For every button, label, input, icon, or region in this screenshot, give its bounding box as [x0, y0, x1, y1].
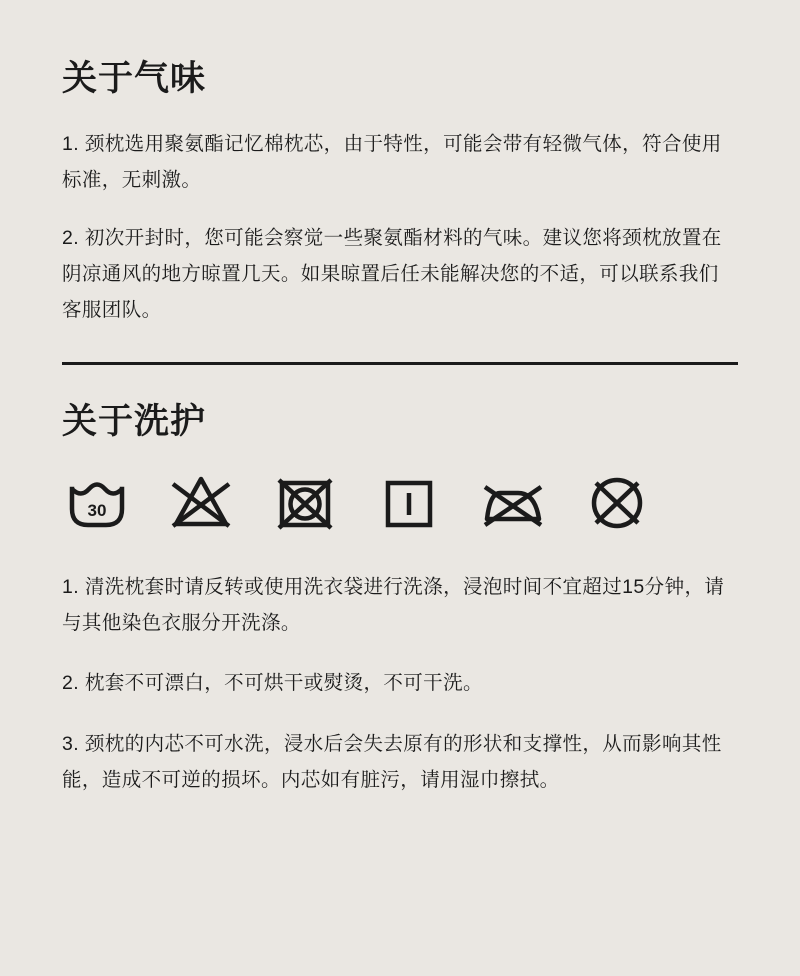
- page-title-odor: 关于气味: [62, 59, 207, 98]
- care-symbol-row: [64, 469, 738, 535]
- section-divider: [62, 362, 738, 365]
- care-paragraph-1: 1. 清洗枕套时请反转或使用洗衣袋进行洗涤，浸泡时间不宜超过15分钟，请与其他染色衣服分开洗涤。: [62, 576, 725, 635]
- do-not-tumble-dry-icon: [272, 469, 338, 535]
- odor-paragraph-2: 2. 初次开封时，您可能会察觉一些聚氨酯材料的气味。建议您将颈枕放置在阴凉通风的地方晾置几天。如果晾置后任未能解决您的不适，可以联系我们客服团队。: [62, 227, 722, 322]
- do-not-iron-icon: [480, 469, 546, 535]
- odor-paragraph-1: 1. 颈枕选用聚氨酯记忆棉枕芯，由于特性，可能会带有轻微气体，符合使用标准，无刺激。: [62, 133, 722, 192]
- drip-dry-icon: [376, 469, 442, 535]
- care-paragraph-3: 3. 颈枕的内芯不可水洗，浸水后会失去原有的形状和支撑性，从而影响其性能，造成不可逆的损坏。内芯如有脏污，请用湿巾擦拭。: [62, 732, 722, 791]
- do-not-dry-clean-icon: [584, 469, 650, 535]
- svg-text:30: 30: [87, 501, 107, 521]
- page-title-care: 关于洗护: [62, 402, 207, 442]
- do-not-bleach-icon: [168, 469, 234, 535]
- wash-30-icon: [64, 469, 130, 535]
- section-about-care: [62, 401, 738, 797]
- section-about-odor: [62, 44, 738, 328]
- care-paragraph-2: 2. 枕套不可漂白，不可烘干或熨烫，不可干洗。: [62, 672, 483, 695]
